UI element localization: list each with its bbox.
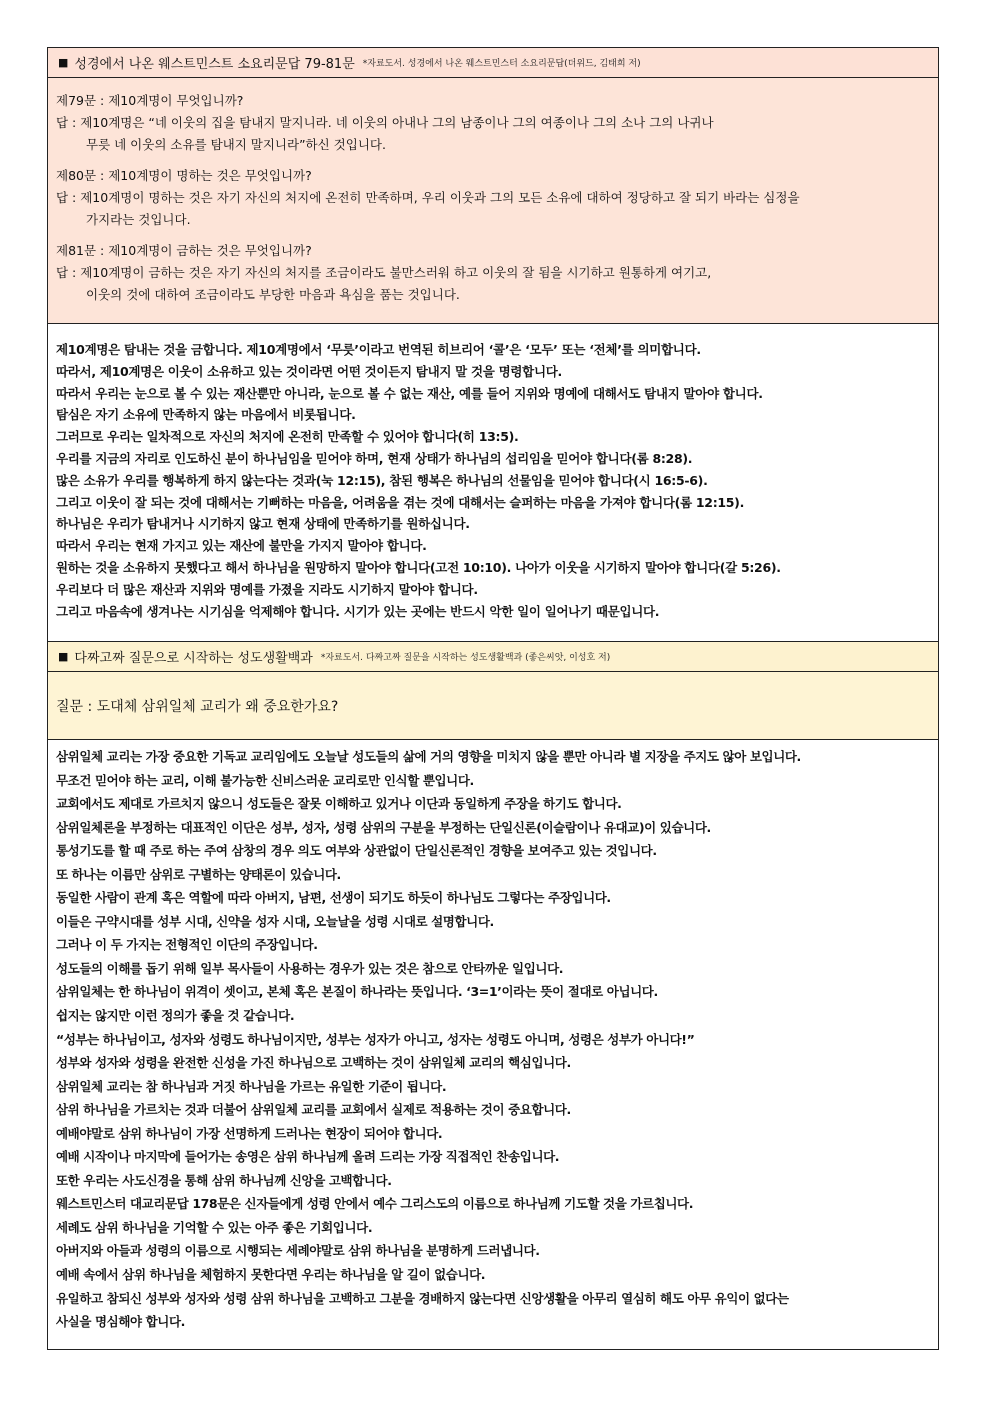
question-text: 질문 : 도대체 삼위일체 교리가 왜 중요한가요? [56,698,339,715]
paragraph-line: 제10계명은 탐내는 것을 금합니다. 제10계명에서 ‘무릇’이라고 번역된 히브리어 ‘콜’은 ‘모두’ 또는 ‘전체’를 의미합니다. [56,342,701,357]
section1-title: 성경에서 나온 웨스트민스트 소요리문답 79-81문 [74,57,355,72]
section2-question [48,672,938,740]
paragraph-line: 삼위일체 교리는 참 하나님과 거짓 하나님을 가르는 유일한 기준이 됩니다. [56,1078,447,1094]
paragraph-line: 성부와 성자와 성령을 완전한 신성을 가진 하나님으로 고백하는 것이 삼위일체 교리의 핵심입니다. [56,1055,571,1071]
paragraph-line: 예배 시작이나 마지막에 들어가는 송영은 삼위 하나님께 올려 드리는 가장 직접적인 찬송입니다. [56,1149,560,1165]
section1-bullet: ■ [58,56,69,69]
paragraph-line: 웨스트민스터 대교리문답 178문은 신자들에게 성령 안에서 예수 그리스도의 이름으로 하나님께 기도할 것을 가르칩니다. [56,1196,694,1212]
paragraph-line: 그리고 이웃이 잘 되는 것에 대해서는 기뻐하는 마음을, 어려움을 겪는 것에 대해서는 슬퍼하는 마음을 가져야 합니다(롬 12:15). [56,494,745,510]
paragraph-line: 따라서 우리는 현재 가지고 있는 재산에 불만을 가지지 말아야 합니다. [56,538,427,554]
paragraph-line: 사실을 명심해야 합니다. [56,1314,186,1330]
paragraph-line: 쉽지는 않지만 이런 정의가 좋을 것 같습니다. [56,1008,295,1024]
qa-item [56,240,938,306]
paragraph-line: 이들은 구약시대를 성부 시대, 신약을 성자 시대, 오늘날을 성령 시대로 설명합니다. [56,913,494,929]
paragraph-line: 또한 우리는 사도신경을 통해 삼위 하나님께 신앙을 고백합니다. [56,1172,392,1188]
paragraph-line: 유일하고 참되신 성부와 성자와 성령 삼위 하나님을 고백하고 그분을 경배하지 않는다면 신앙생활을 아무리 열심히 해도 아무 유익이 없다는 [56,1290,789,1306]
paragraph-line: 하나님은 우리가 탐내거나 시기하지 않고 현재 상태에 만족하기를 원하십니다. [56,516,470,532]
paragraph-line: 교회에서도 제대로 가르치지 않으니 성도들은 잘못 이해하고 있거나 이단과 동일하게 주장을 하기도 합니다. [56,796,622,812]
section1-source-note: *자료도서. 성경에서 나온 웨스트민스터 소요리문답(더위드, 김태희 저) [362,59,641,69]
section1-header [48,48,938,78]
paragraph-line: 예배야말로 삼위 하나님이 가장 선명하게 드러나는 현장이 되어야 합니다. [56,1125,443,1141]
answer-continued: 이웃의 것에 대하여 조금이라도 부당한 마음과 욕심을 품는 것입니다. [86,287,460,302]
paragraph-line: 그러므로 우리는 일차적으로 자신의 처지에 온전히 만족할 수 있어야 합니다(히 13:5). [56,429,519,445]
paragraph-line: 삼위일체론을 부정하는 대표적인 이단은 성부, 성자, 성령 삼위의 구분을 부정하는 단일신론(이슬람이나 유대교)이 있습니다. [56,819,711,835]
answer: 답 : 제10계명이 명하는 것은 자기 자신의 처지에 온전히 만족하며, 우리 이웃과 그의 모든 소유에 대하여 정당하고 잘 되기 바라는 심정을 [56,190,800,205]
paragraph-line: 따라서 우리는 눈으로 볼 수 있는 재산뿐만 아니라, 눈으로 볼 수 없는 재산, 예를 들어 지위와 명예에 대해서도 탐내지 말아야 합니다. [56,385,763,401]
paragraph-line: 동일한 사람이 관계 혹은 역할에 따라 아버지, 남편, 선생이 되기도 하듯이 하나님도 그렇다는 주장입니다. [56,890,611,906]
paragraph-line: 통성기도를 할 때 주로 하는 주여 삼창의 경우 의도 여부와 상관없이 단일신론적인 경향을 보여주고 있는 것입니다. [56,843,657,859]
paragraph-line: 무조건 믿어야 하는 교리, 이해 불가능한 신비스러운 교리로만 인식할 뿐입니다. [56,772,474,788]
paragraph-line: 삼위 하나님을 가르치는 것과 더불어 삼위일체 교리를 교회에서 실제로 적용하는 것이 중요합니다. [56,1102,571,1118]
paragraph-line: 탐심은 자기 소유에 만족하지 않는 마음에서 비롯됩니다. [56,407,356,423]
paragraph-line: 우리를 지금의 자리로 인도하신 분이 하나님임을 믿어야 하며, 현재 상태가 하나님의 섭리임을 믿어야 합니다(롬 8:28). [56,450,693,466]
qa-item [56,90,938,156]
paragraph-line: 따라서, 제10계명은 이웃이 소유하고 있는 것이라면 어떤 것이든지 탐내지 말 것을 명령합니다. [56,363,562,379]
answer-continued: 가지라는 것입니다. [86,212,191,227]
paragraph-line: 우리보다 더 많은 재산과 지위와 명예를 가졌을 지라도 시기하지 말아야 합니다. [56,581,478,597]
paragraph-line: 많은 소유가 우리를 행복하게 하지 않는다는 것과(눅 12:15), 참된 행복은 하나님의 선물임을 믿어야 합니다(시 16:5-6). [56,472,708,488]
commentary-body [48,324,938,642]
section2-bullet: ■ [58,650,69,663]
paragraph-line: 아버지와 아들과 성령의 이름으로 시행되는 세례야말로 삼위 하나님을 분명하게 드러냅니다. [56,1243,540,1259]
page-frame [47,47,939,1350]
answer-continued: 무릇 네 이웃의 소유를 탐내지 말지니라”하신 것입니다. [86,137,386,152]
paragraph-line: 성도들의 이해를 돕기 위해 일부 목사들이 사용하는 경우가 있는 것은 참으로 안타까운 일입니다. [56,960,564,976]
question: 제79문 : 제10계명이 무엇입니까? [56,93,244,108]
paragraph-line: 삼위일체 교리는 가장 중요한 기독교 교리임에도 오늘날 성도들의 삶에 거의 영향을 미치지 않을 뿐만 아니라 별 지장을 주지도 않아 보입니다. [56,749,801,764]
section2-title: 다짜고짜 질문으로 시작하는 성도생활백과 [74,651,313,666]
section2-source-note: *자료도서. 다짜고짜 질문을 시작하는 성도생활백과 (좋은씨앗, 이성호 저) [320,653,611,663]
paragraph-line: 삼위일체는 한 하나님이 위격이 셋이고, 본체 혹은 본질이 하나라는 뜻입니다. ‘3=1’이라는 뜻이 절대로 아닙니다. [56,984,658,1000]
answer-body [48,740,938,1348]
question: 제80문 : 제10계명이 명하는 것은 무엇입니까? [56,168,312,183]
question: 제81문 : 제10계명이 금하는 것은 무엇입니까? [56,243,312,258]
paragraph-line: 세례도 삼위 하나님을 기억할 수 있는 아주 좋은 기회입니다. [56,1219,373,1235]
section2-header [48,642,938,672]
paragraph-line: 그리고 마음속에 생겨나는 시기심을 억제해야 합니다. 시기가 있는 곳에는 반드시 악한 일이 일어나기 때문입니다. [56,603,660,619]
qa-item [56,165,938,231]
answer: 답 : 제10계명이 금하는 것은 자기 자신의 처지를 조금이라도 불만스러워 하고 이웃의 잘 됨을 시기하고 원통하게 여기고, [56,265,712,280]
answer: 답 : 제10계명은 “네 이웃의 집을 탐내지 말지니라. 네 이웃의 아내나 그의 남종이나 그의 여종이나 그의 소나 그의 나귀나 [56,115,714,130]
paragraph-line: 그러나 이 두 가지는 전형적인 이단의 주장입니다. [56,937,318,953]
paragraph-line: “성부는 하나님이고, 성자와 성령도 하나님이지만, 성부는 성자가 아니고, 성자는 성령도 아니며, 성령은 성부가 아니다!” [56,1031,695,1047]
paragraph-line: 또 하나는 이름만 삼위로 구별하는 양태론이 있습니다. [56,866,341,882]
paragraph-line: 원하는 것을 소유하지 못했다고 해서 하나님을 원망하지 말아야 합니다(고전 10:10). 나아가 이웃을 시기하지 말아야 합니다(갈 5:26). [56,559,781,575]
paragraph-line: 예배 속에서 삼위 하나님을 체험하지 못한다면 우리는 하나님을 알 길이 없습니다. [56,1267,486,1283]
catechism-qa [48,78,938,324]
